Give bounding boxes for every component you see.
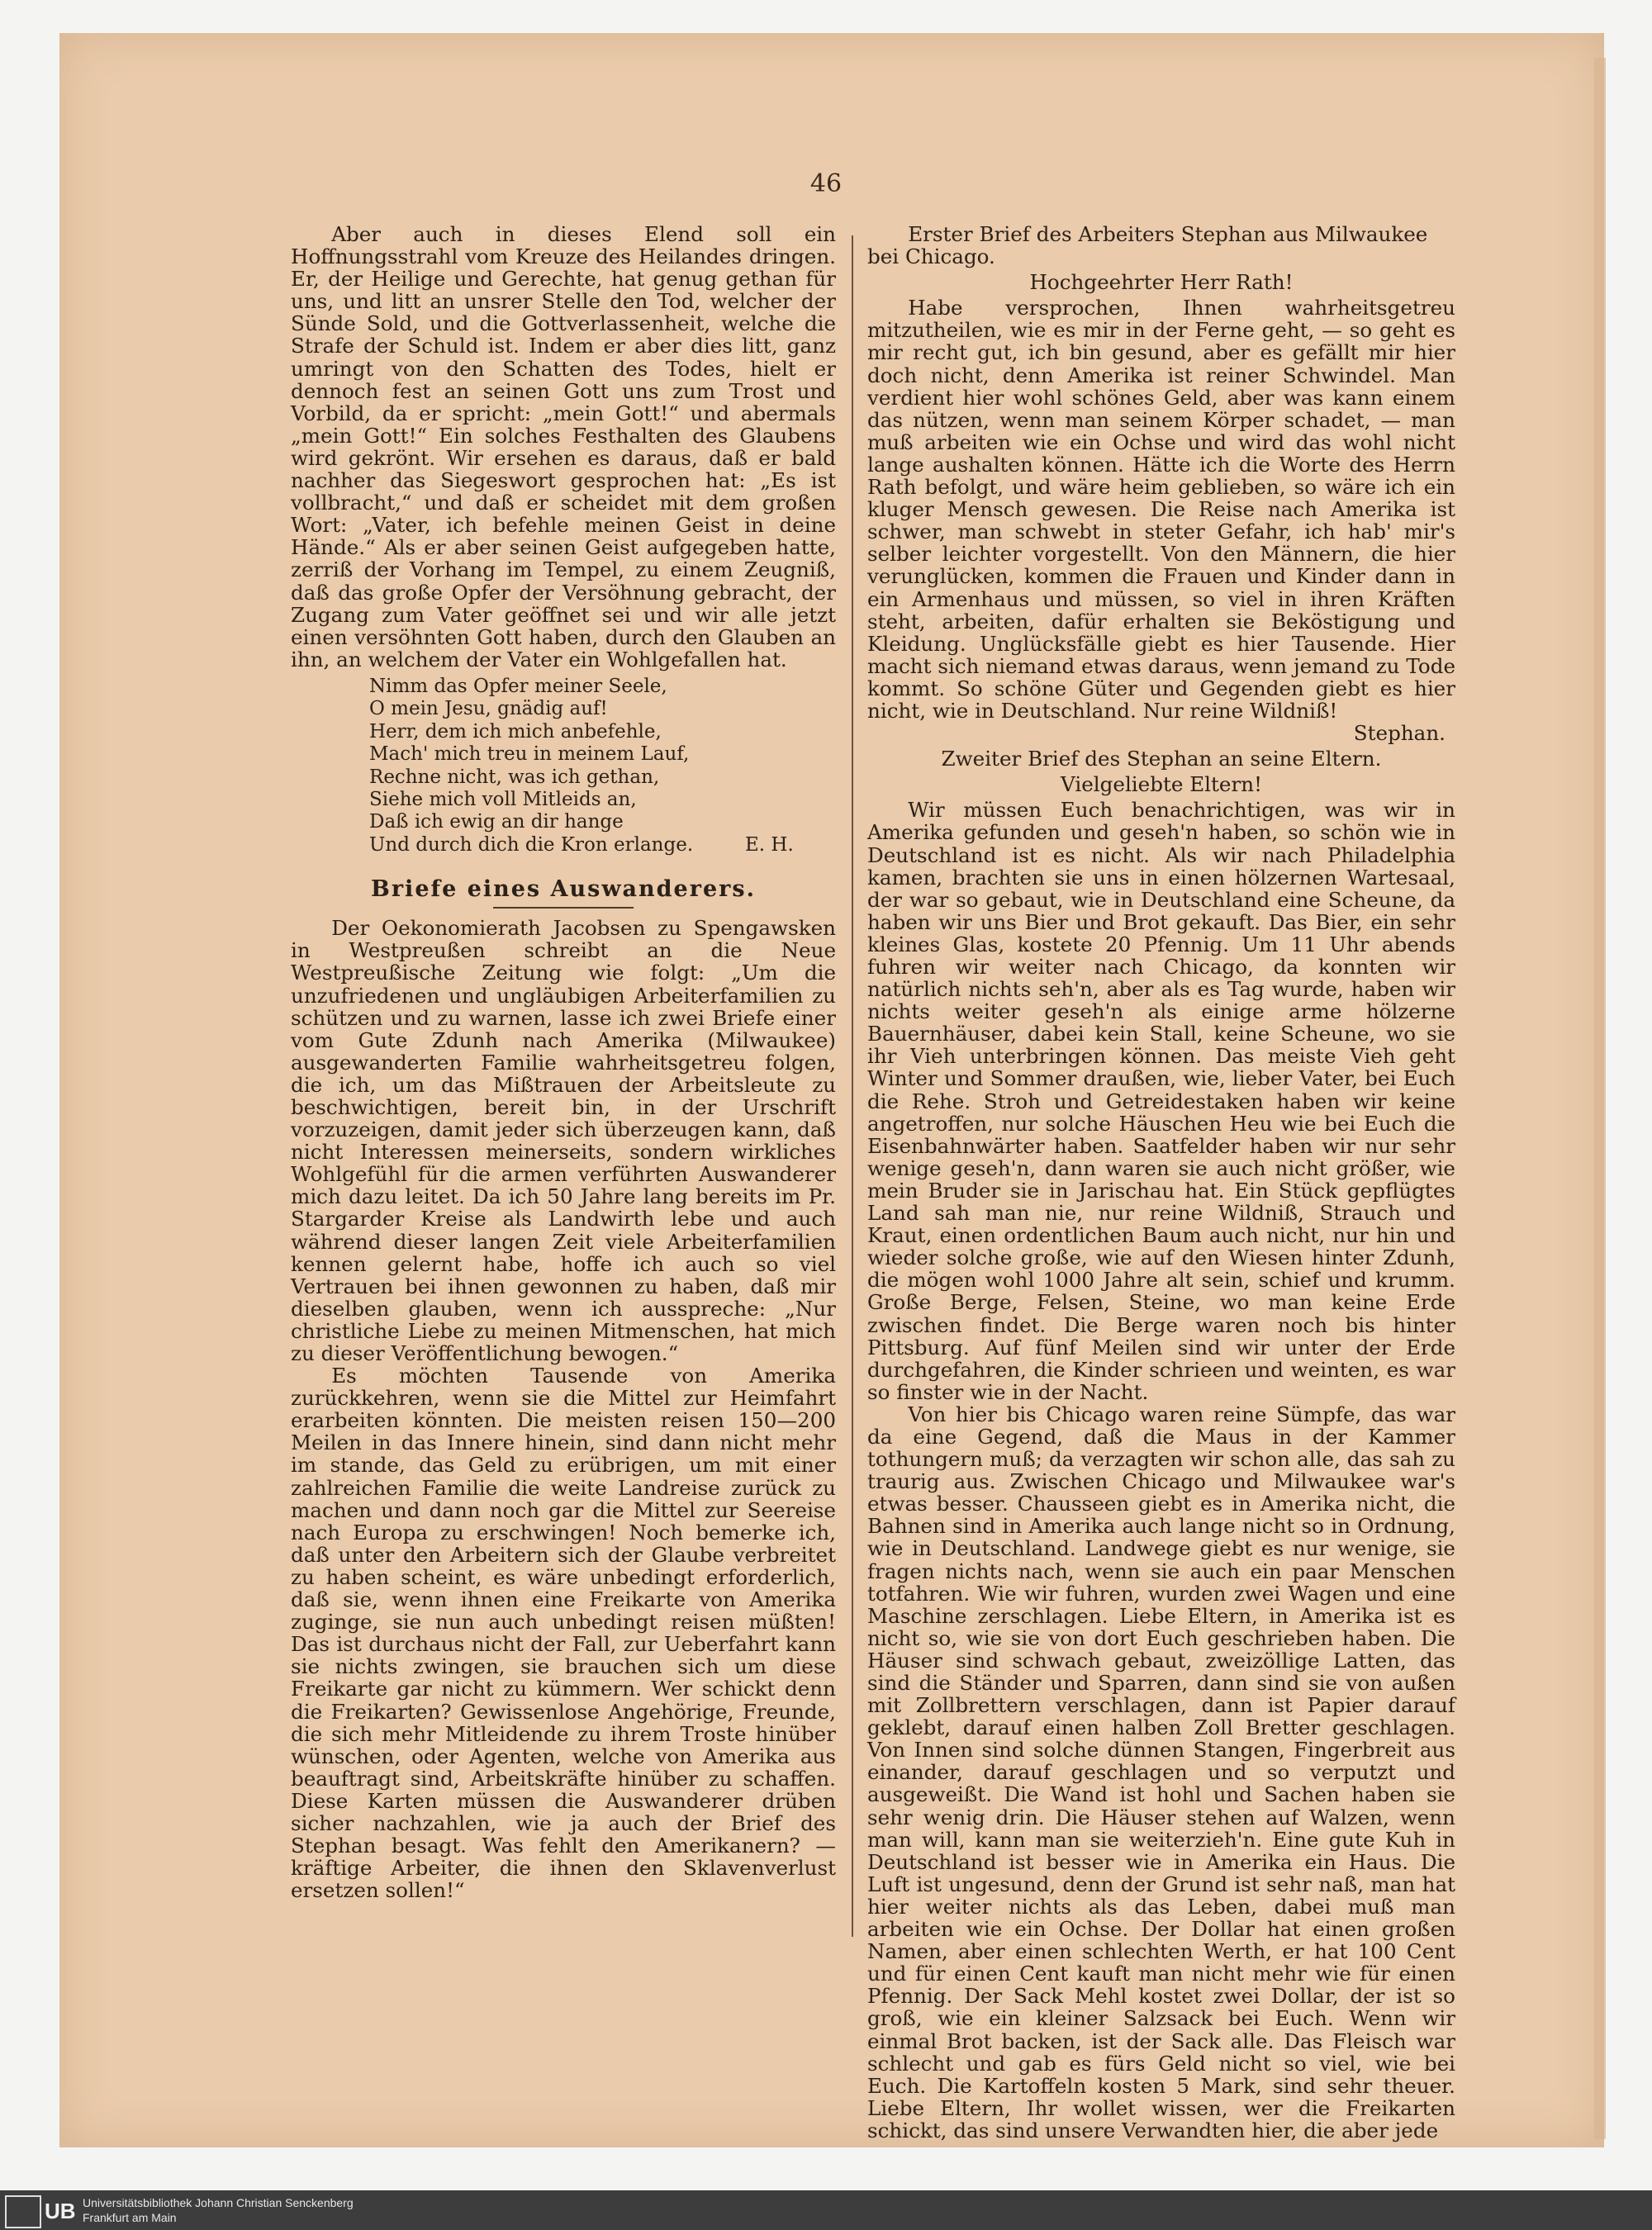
letter2-greeting: Vielgeliebte Eltern! bbox=[1061, 772, 1262, 797]
letter1-title: Erster Brief des Arbeiters Stephan aus Milwaukee bei Chicago. bbox=[867, 222, 1428, 269]
letter1-body: Habe versprochen, Ihnen wahrheitsgetreu mitzutheilen, wie es mir in der Ferne geht, — so geht es mir recht gut, ich bin gesund, aber es gefällt mir hier doch nicht, denn Amerika ist reiner Schwindel. Man verdient hier wohl schönes Geld, aber was kann einem das nützen, wenn man seinem Körper schadet, — man muß arbeiten wie ein Ochse und wird das wohl nicht lange aushalten können. Hätte ich die Worte des Herrn Rath befolgt, und wäre heim geblieben, so wäre ich ein kluger Mensch gewesen. Die Reise nach Amerika ist schwer, man schwebt in steter Gefahr, ich hab' mir's selber leichter vorgestellt. Von den Männern, die hier verunglücken, kommen die Frauen und Kinder dann in ein Armenhaus und müssen, so viel in ihren Kräften steht, arbeiten, dafür erhalten sie Beköstigung und Kleidung. Unglücksfälle giebt es hier Tausende. Hier macht sich niemand etwas daraus, wenn jemand zu Tode kommt. So schöne Güter und Gegenden giebt es hier nicht, wie in Deutschland. Nur reine Wildniß! bbox=[867, 296, 1455, 723]
column-divider bbox=[852, 235, 853, 1937]
library-credit bbox=[83, 2195, 354, 2225]
poem-last-line bbox=[369, 834, 836, 856]
right-column bbox=[867, 223, 1455, 2142]
library-logo-icon bbox=[5, 2195, 41, 2228]
intro-paragraph: Der Oekonomierath Jacobsen zu Spengawsken in Westpreußen schreibt an die Neue Westpreußische Zeitung wie folgt: „Um die unzufriedenen und ungläubigen Arbeiterfamilien zu schützen und zu warnen, lasse ich zwei Briefe einer vom Gute Zdunh nach Amerika (Milwaukee) ausgewanderten Familie wahrheitsgetreu folgen, die ich, um das Mißtrauen der Arbeitsleute zu beschwichtigen, bereit bin, in der Urschrift vorzuzeigen, damit jeder sich überzeugen kann, daß nicht Interessen meinerseits, sondern wirkliches Wohlgefühl für die armen verführten Auswanderer mich dazu leitet. Da ich 50 Jahre lang bereits im Pr. Stargarder Kreise als Landwirth lebe und auch während dieser langen Zeit viele Arbeiterfamilien kennen gelernt habe, hoffe ich auch so viel Vertrauen bei ihnen gewonnen zu haben, daß mir dieselben glauben, wenn ich ausspreche: „Nur christliche Liebe zu meinen Mitmenschen, hat mich zu dieser Veröffentlichung bewogen.“ bbox=[291, 916, 836, 1365]
poem-line: Mach' mich treu in meinem Lauf, bbox=[369, 743, 690, 766]
poem-line: O mein Jesu, gnädig auf! bbox=[369, 698, 608, 720]
poem-line: Siehe mich voll Mitleids an, bbox=[369, 788, 637, 810]
poem-line: Rechne nicht, was ich gethan, bbox=[369, 766, 660, 788]
letter1-greeting: Hochgeehrter Herr Rath! bbox=[1029, 270, 1294, 295]
poem-line: Und durch dich die Kron erlange. bbox=[369, 833, 694, 856]
poem-line: Herr, dem ich mich anbefehle, bbox=[369, 720, 662, 743]
opening-paragraph: Aber auch in dieses Elend soll ein Hoffnungsstrahl vom Kreuze des Heilandes dringen. Er, der Heilige und Gerechte, hat genug gethan für uns, und litt an unsrer Stelle den Tod, welcher der Sünde Sold, und die Gottverlassenheit, welche die Strafe der Schuld ist. Indem er aber dies litt, ganz umringt von den Schatten des Todes, hielt er dennoch fest an seinen Gott uns zum Trost und Vorbild, da er spricht: „mein Gott!“ und abermals „mein Gott!“ Ein solches Festhalten des Glaubens wird gekrönt. Wir ersehen es daraus, daß er bald nachher das Siegeswort gesprochen hat: „Es ist vollbracht,“ und daß er scheidet mit dem großen Wort: „Vater, ich befehle meinen Geist in deine Hände.“ Als er aber seinen Geist aufgegeben hatte, zerriß der Vorhang im Tempel, zu einem Zeugniß, daß das große Opfer der Versöhnung gebracht, der Zugang zum Vater geöffnet sei und wir alle jetzt einen versöhnten Gott haben, durch den Glauben an ihn, an welchem der Vater ein Wohlgefallen hat. bbox=[291, 222, 836, 671]
section-divider bbox=[493, 907, 634, 909]
library-name: Universitätsbibliothek Johann Christian Senckenberg bbox=[83, 2196, 354, 2209]
library-footer bbox=[0, 2190, 1652, 2230]
poem-author: E. H. bbox=[745, 833, 794, 856]
poem-line: Nimm das Opfer meiner Seele, bbox=[369, 675, 667, 697]
left-column bbox=[291, 223, 836, 1901]
letter1-signature: Stephan. bbox=[1353, 721, 1446, 746]
poem-line: Daß ich ewig an dir hange bbox=[369, 811, 624, 833]
letter2-title: Zweiter Brief des Stephan an seine Eltern. bbox=[941, 747, 1382, 771]
section-title: Briefe eines Auswanderers. bbox=[371, 876, 756, 903]
page-number: 46 bbox=[809, 169, 843, 198]
poem bbox=[369, 676, 836, 856]
page-fold bbox=[1594, 58, 1606, 2139]
second-paragraph: Es möchten Tausende von Amerika zurückkehren, wenn sie die Mittel zur Heimfahrt erarbeiten könnten. Die meisten reisen 150—200 Meilen in das Innere hinein, sind dann nicht mehr im stande, das Geld zu erübrigen, um mit einer zahlreichen Familie die weite Landreise zurück zu machen und dann noch gar die Mittel zur Seereise nach Europa zu erschwingen! Noch bemerke ich, daß unter den Arbeitern sich der Glaube verbreitet zu haben scheint, es wäre unbedingt erforderlich, daß sie, wenn ihnen eine Freikarte von Amerika zuginge, sie nun auch unbedingt reisen müßten! Das ist durchaus nicht der Fall, zur Ueberfahrt kann sie nichts zwingen, sie brauchen sich um diese Freikarte gar nicht zu kümmern. Wer schickt denn die Freikarten? Gewissenlose Angehörige, Freunde, die sich mehr Mitleidende zu ihrem Troste hinüber wünschen, oder Agenten, welche von Amerika aus beauftragt sind, Arbeitskräfte hinüber zu schaffen. Diese Karten müssen die Auswanderer drüben sicher nachzahlen, wie ja auch der Brief des Stephan besagt. Was fehlt den Amerikanern? — kräftige Arbeiter, die ihnen den Sklavenverlust ersetzen sollen!“ bbox=[291, 1364, 836, 1903]
letter2-paragraph-2: Von hier bis Chicago waren reine Sümpfe, das war da eine Gegend, daß die Maus in der Kammer tothungern muß; da verzagten wir schon alle, das sah zu traurig aus. Zwischen Chicago und Milwaukee war's etwas besser. Chausseen giebt es in Amerika nicht, die Bahnen sind in Amerika auch lange nicht so in Ordnung, wie in Deutschland. Landwege giebt es nur wenige, sie fragen nichts nach, wenn sie auch ein paar Menschen totfahren. Wie wir fuhren, wurden zwei Wagen und eine Maschine zerschlagen. Liebe Eltern, in Amerika ist es nicht so, wie sie von dort Euch geschrieben haben. Die Häuser sind schwach gebaut, zweizöllige Latten, das sind die Ständer und Sparren, dann sind sie von außen mit Zollbrettern verschlagen, dann ist Papier darauf geklebt, darauf einen halben Zoll Bretter geschlagen. Von Innen sind solche dünnen Stangen, Fingerbreit aus einander, darauf geschlagen und so verputzt und ausgeweißt. Die Wand ist hohl und Sachen haben sie sehr wenig drin. Die Häuser stehen auf Walzen, wenn man will, kann man sie weiterzieh'n. Eine gute Kuh in Deutschland ist besser wie in Amerika ein Haus. Die Luft ist ungesund, denn der Grund ist sehr naß, man hat hier weiter nichts als das Leben, dabei muß man arbeiten wie ein Ochse. Der Dollar hat einen großen Namen, aber einen schlechten Werth, er hat 100 Cent und für einen Cent kauft man nicht mehr wie für einen Pfennig. Der Sack Mehl kostet zwei Dollar, der ist so groß, wie ein kleiner Salzsack bei Euch. Wenn wir einmal Brot backen, ist der Sack alle. Das Fleisch war schlecht und gab es fürs Geld nicht so viel, wie bei Euch. Die Kartoffeln kosten 5 Mark, sind sehr theuer. Liebe Eltern, Ihr wollet wissen, wer die Freikarten schickt, das sind unsere Verwandten hier, die aber jede bbox=[867, 1402, 1455, 2142]
library-city: Frankfurt am Main bbox=[83, 2211, 177, 2224]
letter2-paragraph-1: Wir müssen Euch benachrichtigen, was wir in Amerika gefunden und geseh'n haben, so schön wie in Deutschland ist es nicht. Als wir nach Philadelphia kamen, brachten sie uns in einen hölzernen Wartesaal, der war so gebaut, wie in Deutschland eine Scheune, da haben wir uns Bier und Brot gekauft. Das Bier, ein sehr kleines Glas, kostete 20 Pfennig. Um 11 Uhr abends fuhren wir weiter nach Chicago, da konnten wir natürlich nichts seh'n, aber als es Tag wurde, haben wir nichts weiter geseh'n als einige arme hölzerne Bauernhäuser, dabei kein Stall, keine Scheune, wo sie ihr Vieh unterbringen können. Das meiste Vieh geht Winter und Sommer draußen, wie, lieber Vater, bei Euch die Rehe. Stroh und Getreidestaken haben wir keine angetroffen, nur solche Häuschen Heu wie bei Euch die Eisenbahnwärter haben. Saatfelder haben wir nur sehr wenige geseh'n, dann waren sie auch nicht größer, wie mein Bruder sie in Jarischau hat. Ein Stück gepflügtes Land sah man nie, nur reine Wildniß, Strauch und Kraut, einen ordentlichen Baum auch nicht, nur hin und wieder solche große, wie auf den Wiesen hinter Zdunh, die mögen wohl 1000 Jahre alt sein, schief und krumm. Große Berge, Felsen, Steine, wo man keine Erde zwischen findet. Die Berge waren noch bis hinter Pittsburg. Auf fünf Meilen sind wir unter der Erde durchgefahren, die Kinder schrieen und weinten, es war so finster wie in der Nacht. bbox=[867, 798, 1455, 1404]
library-logo-text: UB bbox=[45, 2199, 76, 2223]
